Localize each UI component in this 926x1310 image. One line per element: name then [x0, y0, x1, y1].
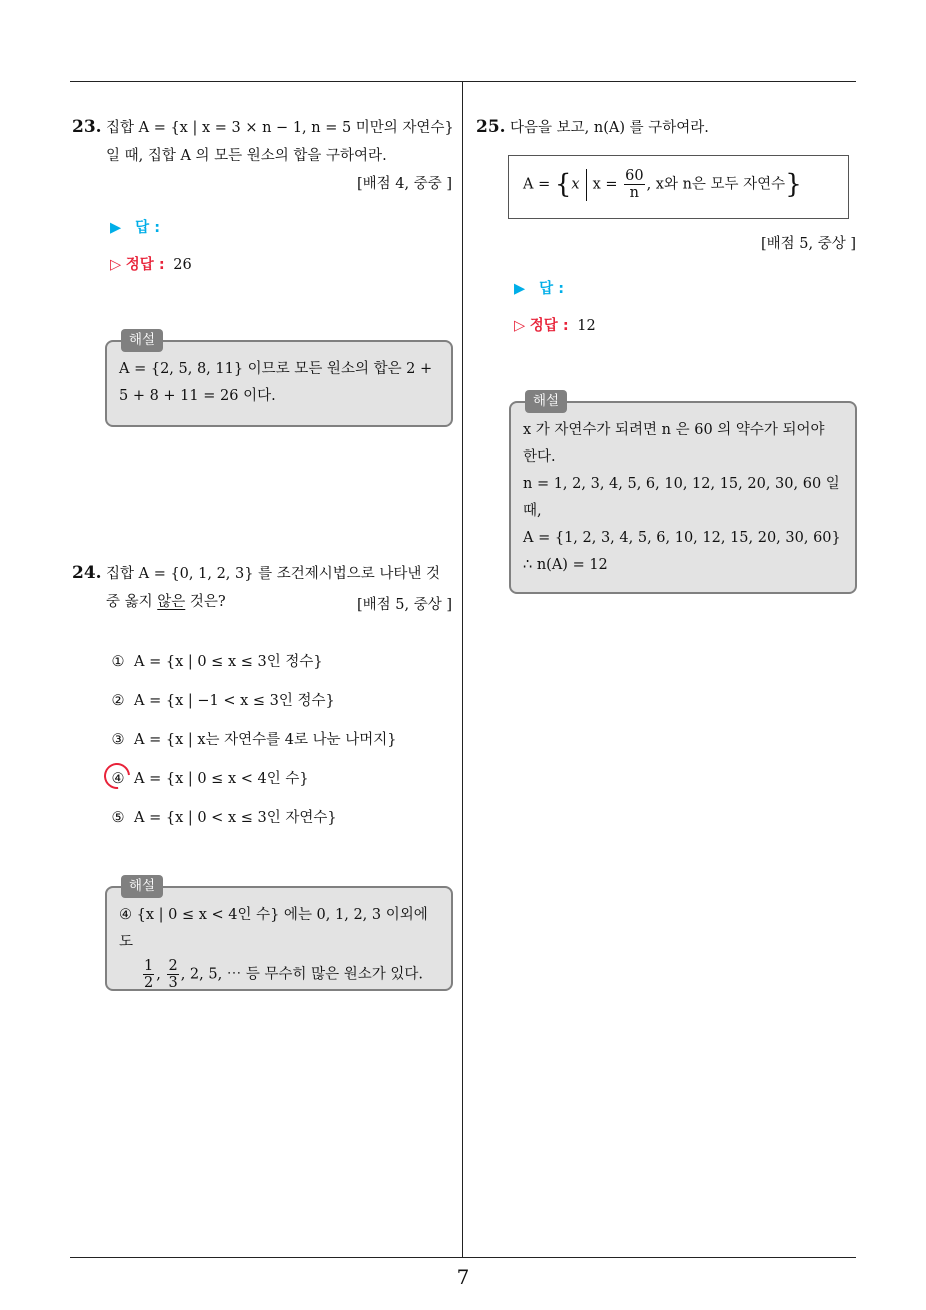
question-text: [106, 114, 456, 170]
text-span: x =: [592, 176, 618, 193]
solution-line: A = {2, 5, 8, 11} 이므로 모든 원소의 합은 2 +: [119, 361, 433, 377]
score-label: [배점 5, 중상 ]: [760, 236, 856, 252]
answer-label: 답 :: [135, 220, 161, 236]
choice-text: A = {x | 0 ≤ x < 4인 수}: [134, 771, 309, 787]
text-span: A =: [523, 176, 551, 193]
fraction: [143, 958, 154, 991]
correct-answer: [514, 314, 596, 335]
question-line: 다음을 보고, n(A) 를 구하여라.: [510, 120, 709, 136]
denominator: 2: [144, 975, 154, 991]
answer-field[interactable]: [110, 216, 160, 237]
choice-mark: ③: [111, 732, 125, 748]
triangle-outline-icon: ▷: [110, 257, 122, 273]
solution-line: A = {1, 2, 3, 4, 5, 6, 10, 12, 15, 20, 30, 60}: [523, 530, 841, 546]
numerator: 60: [625, 168, 644, 184]
numerator: 2: [168, 958, 178, 974]
solution-line: 때,: [523, 503, 542, 519]
choice-4[interactable]: [110, 767, 309, 788]
triangle-outline-icon: ▷: [514, 318, 526, 334]
question-text: [510, 114, 850, 142]
question-line: 일 때, 집합 A 의 모든 원소의 합을 구하여라.: [106, 148, 387, 164]
solution-tag: 해설: [525, 390, 567, 413]
text-span: 것은?: [185, 594, 226, 610]
solution-tag: 해설: [121, 329, 163, 352]
question-number: 24.: [72, 563, 102, 583]
column-divider: [462, 82, 463, 1258]
score-label: [배점 5, 중상 ]: [356, 597, 452, 613]
solution-line: 5 + 8 + 11 = 26 이다.: [119, 388, 276, 404]
choice-text: A = {x | 0 < x ≤ 3인 자연수}: [134, 810, 337, 826]
question-line: 집합 A = {x | x = 3 × n − 1, n = 5 미만의 자연수}: [106, 120, 454, 136]
correct-answer: [110, 253, 192, 274]
choice-text: A = {x | x는 자연수를 4로 나눈 나머지}: [134, 732, 397, 748]
left-brace: {: [554, 169, 572, 200]
fraction: [624, 168, 644, 201]
choice-5[interactable]: [110, 806, 337, 827]
solution-line: ∴ n(A) = 12: [523, 557, 608, 573]
correct-value: 26: [173, 257, 192, 273]
play-icon: ▶: [110, 220, 122, 236]
choice-mark: ②: [111, 693, 125, 709]
solution-box: [105, 878, 453, 991]
correct-label: 정답 :: [529, 318, 569, 334]
choice-1[interactable]: [110, 650, 323, 671]
play-icon: ▶: [514, 281, 526, 297]
bottom-rule: [70, 1257, 856, 1258]
correct-label: 정답 :: [125, 257, 165, 273]
solution-line: $\frac{1}{2}$ , $\frac{2}{3}$ , 2, 5, ⋯ 등 무수히 많은 원소가 있다.: [144, 958, 424, 991]
choice-text: A = {x | −1 < x ≤ 3인 정수}: [134, 693, 335, 709]
top-rule: [70, 81, 856, 82]
selected-answer-circle-icon: [99, 758, 136, 795]
choice-mark: ①: [111, 654, 125, 670]
choice-mark: ⑤: [111, 810, 125, 826]
denominator: 3: [168, 975, 178, 991]
solution-box: [105, 332, 453, 427]
question-number: 23.: [72, 117, 102, 137]
correct-value: 12: [577, 318, 596, 334]
solution-line: n = 1, 2, 3, 4, 5, 6, 10, 12, 15, 20, 30, 60 일: [523, 476, 840, 492]
set-bar: [586, 169, 587, 201]
text-span: , x와 n은 모두 자연수: [646, 176, 786, 193]
text-span: 중 옳지: [106, 594, 158, 610]
question-number: 25.: [476, 117, 506, 137]
page-number: 7: [456, 1265, 470, 1289]
solution-tag: 해설: [121, 875, 163, 898]
variable: x: [571, 176, 580, 193]
solution-line: ④ {x | 0 ≤ x < 4인 수} 에는 0, 1, 2, 3 이외에도: [119, 907, 428, 950]
set-definition-box: [508, 155, 849, 219]
right-brace: }: [785, 169, 802, 200]
text-span: , 2, 5, ⋯ 등 무수히 많은 원소가 있다.: [180, 966, 424, 983]
choice-text: A = {x | 0 ≤ x ≤ 3인 정수}: [134, 654, 323, 670]
numerator: 1: [144, 958, 154, 974]
fraction: [167, 958, 178, 991]
set-expression: [523, 168, 802, 201]
choice-mark: ④: [111, 771, 125, 787]
solution-line: x 가 자연수가 되려면 n 은 60 의 약수가 되어야: [523, 422, 825, 438]
choice-3[interactable]: [110, 728, 397, 749]
denominator: n: [629, 185, 640, 201]
score-label: [배점 4, 중중 ]: [356, 176, 452, 192]
solution-box: [509, 393, 857, 594]
underlined-text: 않은: [157, 594, 186, 610]
answer-label: 답 :: [539, 281, 565, 297]
solution-line: 한다.: [523, 449, 556, 465]
question-line: 집합 A = {0, 1, 2, 3} 를 조건제시법으로 나타낸 것: [106, 566, 440, 582]
answer-field[interactable]: [514, 277, 564, 298]
choice-2[interactable]: [110, 689, 335, 710]
